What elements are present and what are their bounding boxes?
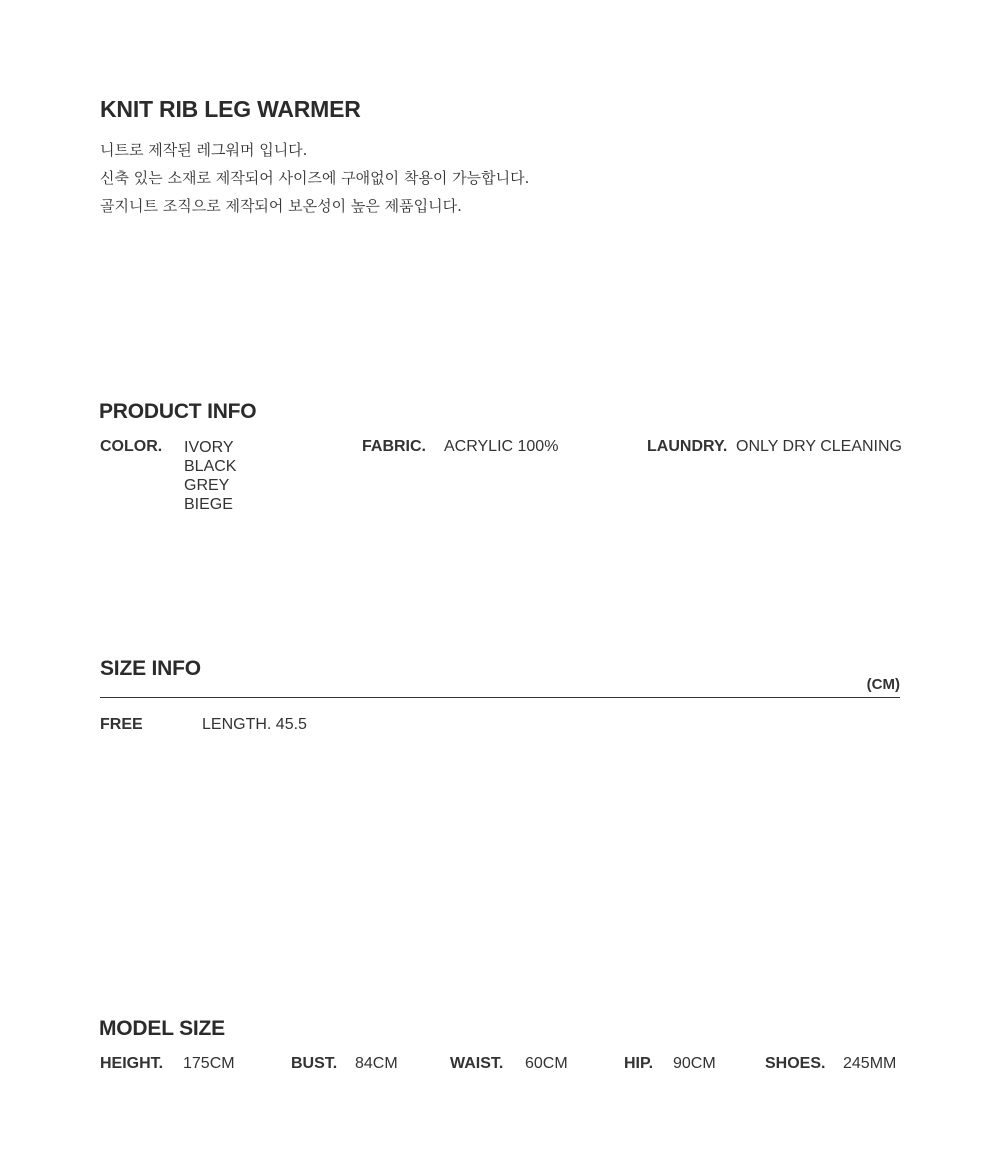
- color-item: BLACK: [184, 458, 237, 475]
- size-unit: (CM): [866, 676, 900, 693]
- laundry-value: ONLY DRY CLEANING: [736, 438, 902, 455]
- size-label: FREE: [100, 716, 143, 733]
- height-value: 175CM: [183, 1055, 235, 1072]
- product-title: KNIT RIB LEG WARMER: [100, 96, 361, 122]
- fabric-label: FABRIC.: [362, 438, 426, 455]
- bust-value: 84CM: [355, 1055, 398, 1072]
- color-item: BIEGE: [184, 496, 233, 513]
- size-divider: [100, 697, 900, 698]
- description-line: 골지니트 조직으로 제작되어 보온성이 높은 제품입니다.: [100, 197, 462, 215]
- waist-label: WAIST.: [450, 1055, 504, 1072]
- description-line: 니트로 제작된 레그워머 입니다.: [100, 141, 308, 159]
- color-item: IVORY: [184, 439, 234, 456]
- hip-label: HIP.: [624, 1055, 654, 1072]
- laundry-label: LAUNDRY.: [647, 438, 728, 455]
- color-item: GREY: [184, 477, 230, 494]
- waist-value: 60CM: [525, 1055, 568, 1072]
- color-list: [184, 438, 236, 514]
- hip-value: 90CM: [673, 1055, 716, 1072]
- shoes-value: 245MM: [843, 1055, 897, 1072]
- product-info-heading: PRODUCT INFO: [99, 400, 257, 423]
- product-description: [100, 136, 529, 220]
- description-line: 신축 있는 소재로 제작되어 사이즈에 구애없이 착용이 가능합니다.: [100, 169, 530, 187]
- bust-label: BUST.: [291, 1055, 338, 1072]
- fabric-value: ACRYLIC 100%: [444, 438, 559, 455]
- model-size-heading: MODEL SIZE: [99, 1017, 225, 1040]
- size-info-heading: SIZE INFO: [100, 657, 201, 680]
- height-label: HEIGHT.: [100, 1055, 164, 1072]
- shoes-label: SHOES.: [765, 1055, 826, 1072]
- color-label: COLOR.: [100, 438, 163, 455]
- size-measurement: LENGTH. 45.5: [202, 716, 307, 733]
